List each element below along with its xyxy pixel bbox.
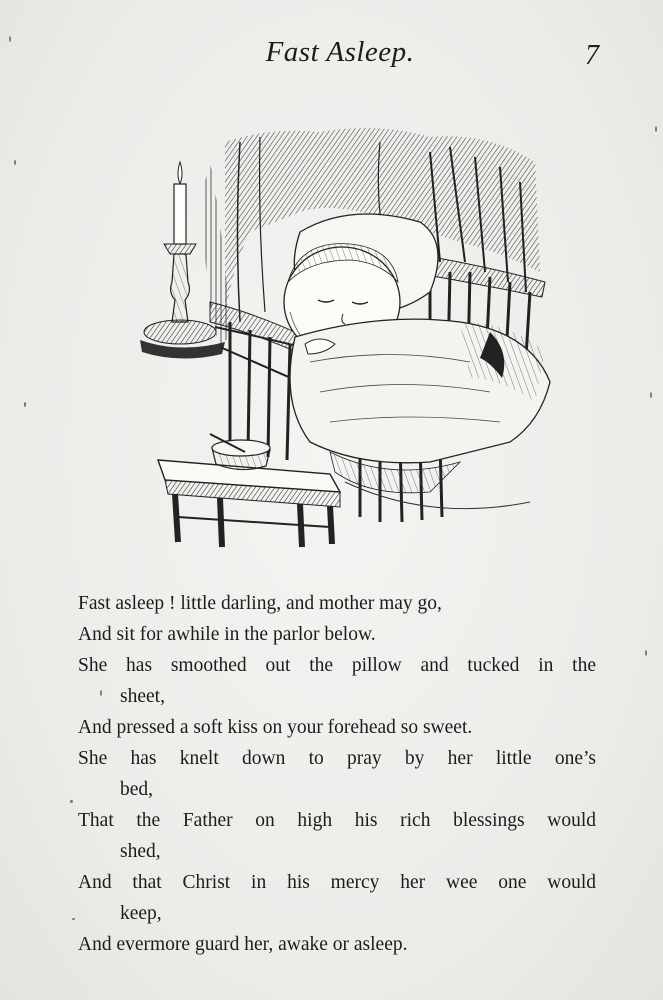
paper-speck [655,126,657,132]
poem-line: She has knelt down to pray by her little one’s [78,748,596,769]
sleeping-child-engraving-icon [130,122,555,550]
poem-line: That the Father on high his rich blessings would [78,810,596,831]
poem-line: Fast asleep ! little darling, and mother may go, [78,593,442,614]
poem-line: And pressed a soft kiss on your forehead so sweet. [78,717,473,738]
poem-line: And evermore guard her, awake or asleep. [78,934,408,955]
page-number: 7 [585,40,599,71]
paper-speck [14,160,16,165]
paper-speck [100,690,102,696]
paper-speck [24,402,26,407]
poem-line-continuation: shed, [120,841,161,862]
poem-line-continuation: bed, [120,779,154,800]
side-table [158,434,340,547]
paper-speck [9,36,11,42]
paper-speck [70,800,73,803]
paper-speck [650,392,652,398]
poem-line-continuation: keep, [120,903,162,924]
poem [78,588,598,960]
paper-speck [72,918,75,920]
page-title: Fast Asleep. [265,36,415,68]
poem-line: And that Christ in his mercy her wee one would [78,872,596,893]
running-head [0,30,663,80]
poem-line: She has smoothed out the pillow and tucked in the [78,655,596,676]
poem-line-continuation: sheet, [120,686,165,707]
paper-speck [645,650,647,656]
poem-line: And sit for awhile in the parlor below. [78,624,376,645]
